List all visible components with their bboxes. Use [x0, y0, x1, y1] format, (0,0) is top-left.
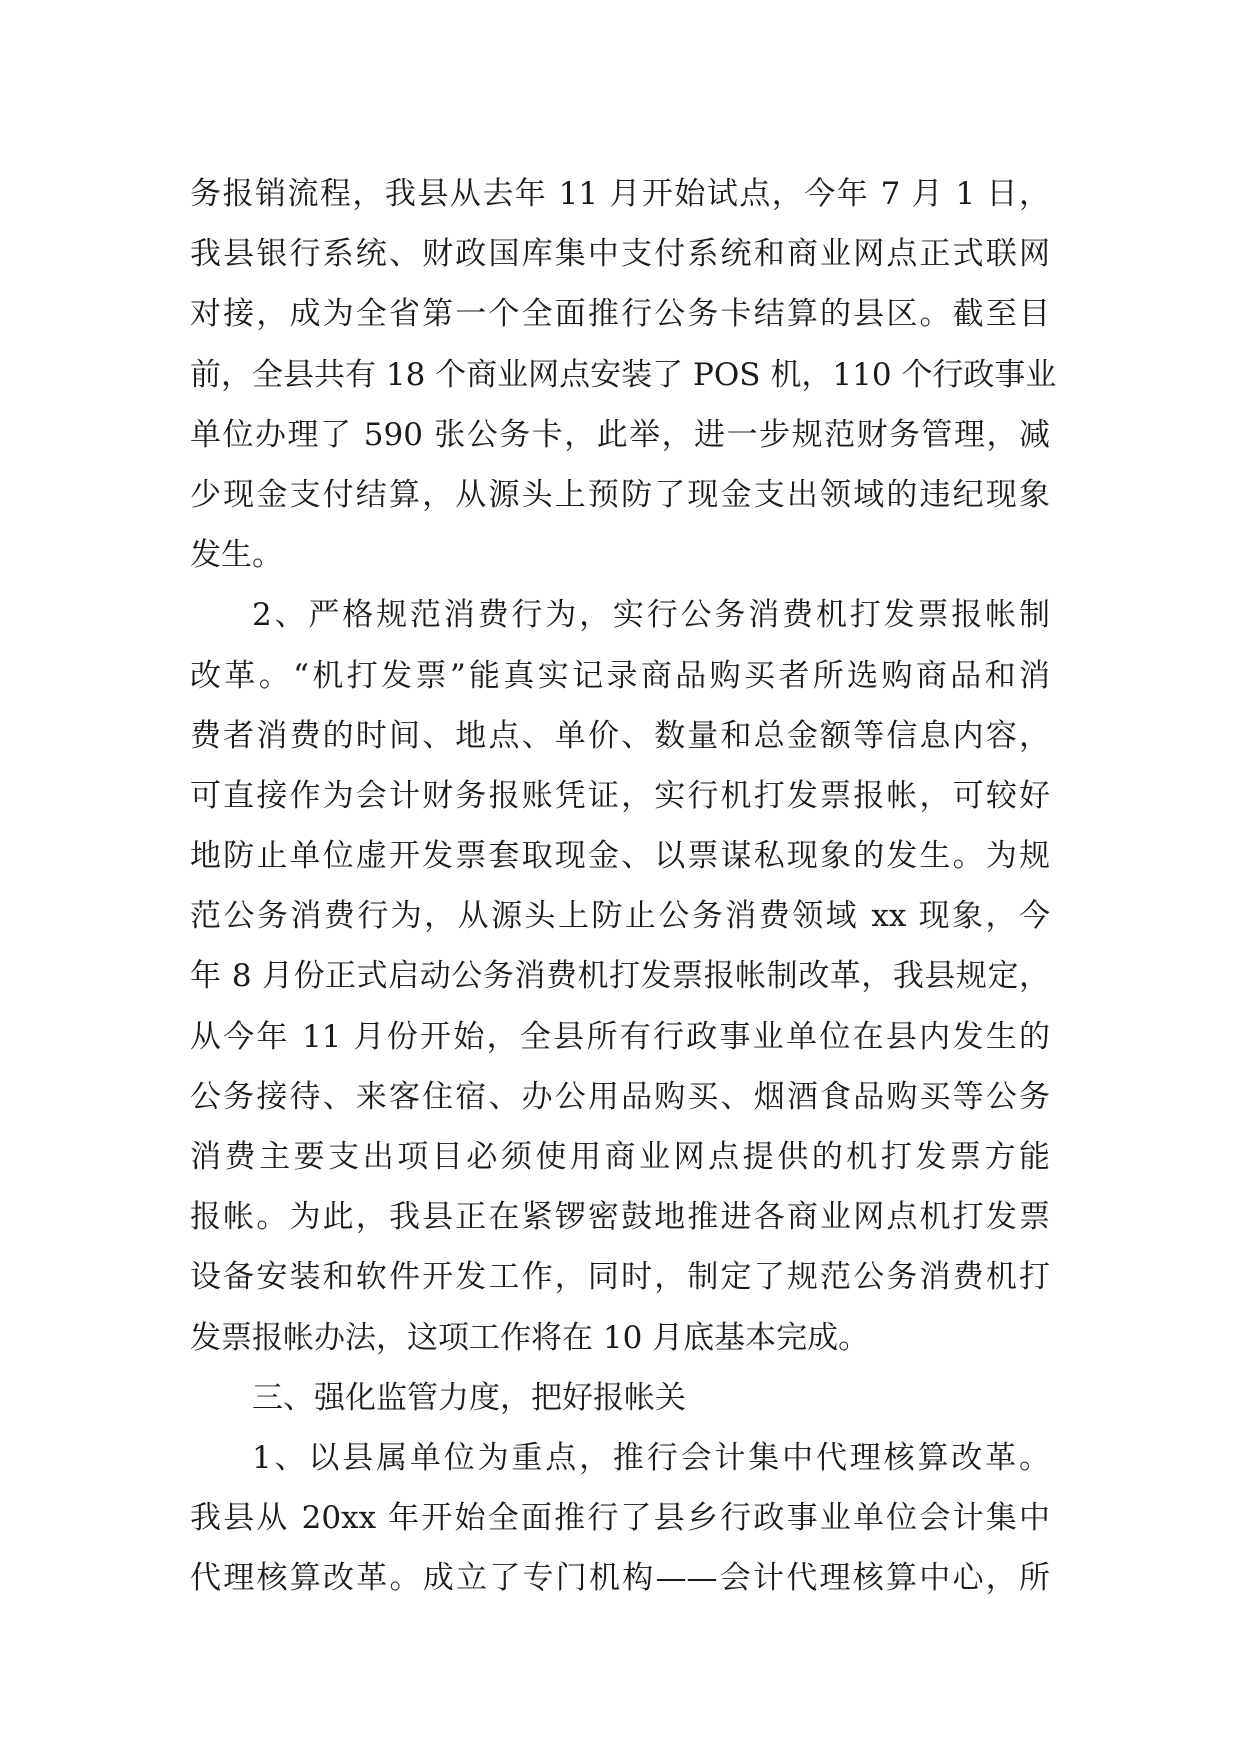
text-line: 我县从 20xx 年开始全面推行了县乡行政事业单位会计集中	[190, 1500, 1050, 1537]
text-line: 代理核算改革。成立了专门机构——会计代理核算中心，所	[190, 1560, 1050, 1597]
text-line: 少现金支付结算，从源头上预防了现金支出领域的违纪现象	[190, 476, 1050, 513]
text-line: 公务接待、来客住宿、办公用品购买、烟酒食品购买等公务	[190, 1078, 1050, 1115]
text-line: 我县银行系统、财政国库集中支付系统和商业网点正式联网	[190, 236, 1050, 273]
text-line: 费者消费的时间、地点、单价、数量和总金额等信息内容，	[190, 717, 1050, 754]
text-line: 发生。	[190, 537, 283, 574]
paragraph-start-line: 1、以县属单位为重点，推行会计集中代理核算改革。	[252, 1439, 1050, 1476]
text-line: 从今年 11 月份开始，全县所有行政事业单位在县内发生的	[190, 1018, 1050, 1055]
text-line: 报帐。为此，我县正在紧锣密鼓地推进各商业网点机打发票	[190, 1199, 1050, 1236]
body-text	[190, 164, 1057, 1609]
text-line: 改革。“机打发票”能真实记录商品购买者所选购商品和消	[190, 657, 1050, 694]
text-line: 地防止单位虚开发票套取现金、以票谋私现象的发生。为规	[190, 838, 1050, 875]
text-line: 前，全县共有 18 个商业网点安装了 POS 机，110 个行政事业	[190, 356, 1057, 393]
text-line: 可直接作为会计财务报账凭证，实行机打发票报帐，可较好	[190, 777, 1050, 814]
text-line: 消费主要支出项目必须使用商业网点提供的机打发票方能	[190, 1139, 1050, 1175]
paragraph-start-line: 2、严格规范消费行为，实行公务消费机打发票报帐制	[252, 597, 1050, 634]
text-line: 年 8 月份正式启动公务消费机打发票报帐制改革，我县规定，	[190, 958, 1050, 995]
text-line: 务报销流程，我县从去年 11 月开始试点，今年 7 月 1 日，	[190, 176, 1050, 212]
text-line: 单位办理了 590 张公务卡，此举，进一步规范财务管理，减	[190, 416, 1050, 453]
text-line: 对接，成为全省第一个全面推行公务卡结算的县区。截至目	[190, 296, 1050, 333]
text-line: 设备安装和软件开发工作，同时，制定了规范公务消费机打	[190, 1259, 1050, 1296]
text-line: 范公务消费行为，从源头上防止公务消费领域 xx 现象，今	[190, 898, 1050, 935]
section-heading: 三、强化监管力度，把好报帐关	[252, 1379, 686, 1416]
text-line: 发票报帐办法，这项工作将在 10 月底基本完成。	[190, 1319, 870, 1356]
